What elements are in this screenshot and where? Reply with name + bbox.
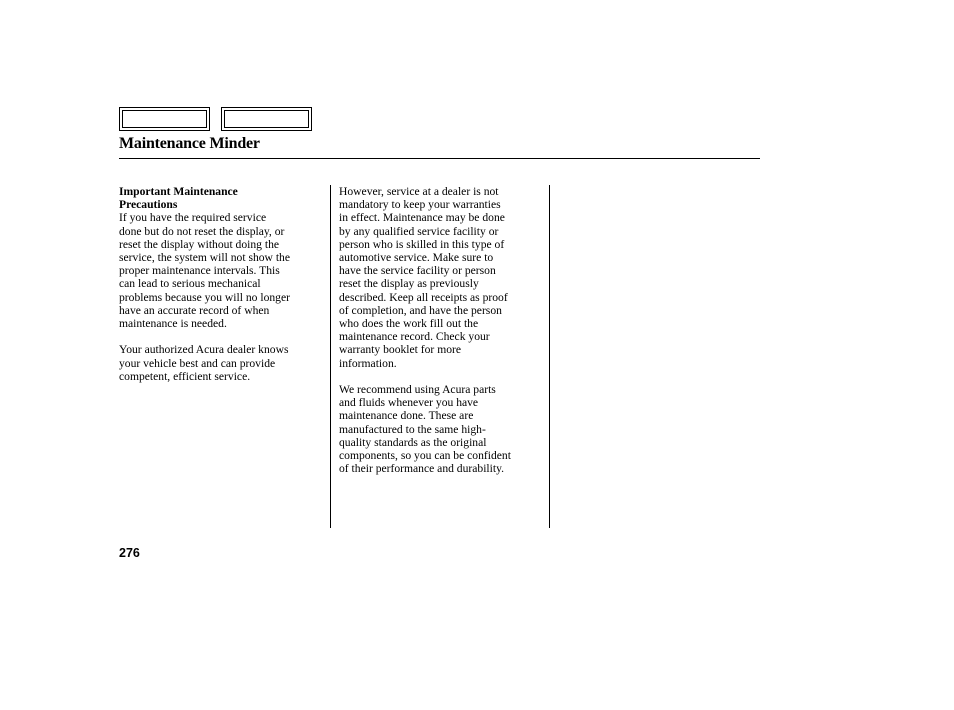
previous-page-button[interactable] [119,107,210,131]
section-heading: Important Maintenance Precautions [119,185,238,212]
column-divider [330,185,331,528]
paragraph: We recommend using Acura parts and fluids whenever you have maintenance done. These are manufactured to the same high- quality standards as the original components, so you can be confident of their performance and durability. [339,383,511,476]
next-page-button[interactable] [221,107,312,131]
column-divider [549,185,550,528]
page-title: Maintenance Minder [119,135,260,152]
page-number: 276 [119,546,140,560]
title-divider [119,158,760,159]
paragraph: However, service at a dealer is not mandatory to keep your warranties in effect. Maintenance may be done by any qualified service facility or person who is skilled in this type of automotive service. Make sure to have the service facility or person reset the display as previously described. Keep all receipts as proof of completion, and have the person who does the work fill out the maintenance record. Check your warranty booklet for more information. [339,185,508,370]
middle-column [339,185,544,475]
paragraph: Your authorized Acura dealer knows your vehicle best and can provide competent, efficient service. [119,343,289,383]
paragraph: If you have the required service done but do not reset the display, or reset the display without doing the service, the system will not show the proper maintenance intervals. This can lead to serious mechanical problems because you will no longer have an accurate record of when maintenance is needed. [119,211,290,331]
left-column [119,185,325,383]
